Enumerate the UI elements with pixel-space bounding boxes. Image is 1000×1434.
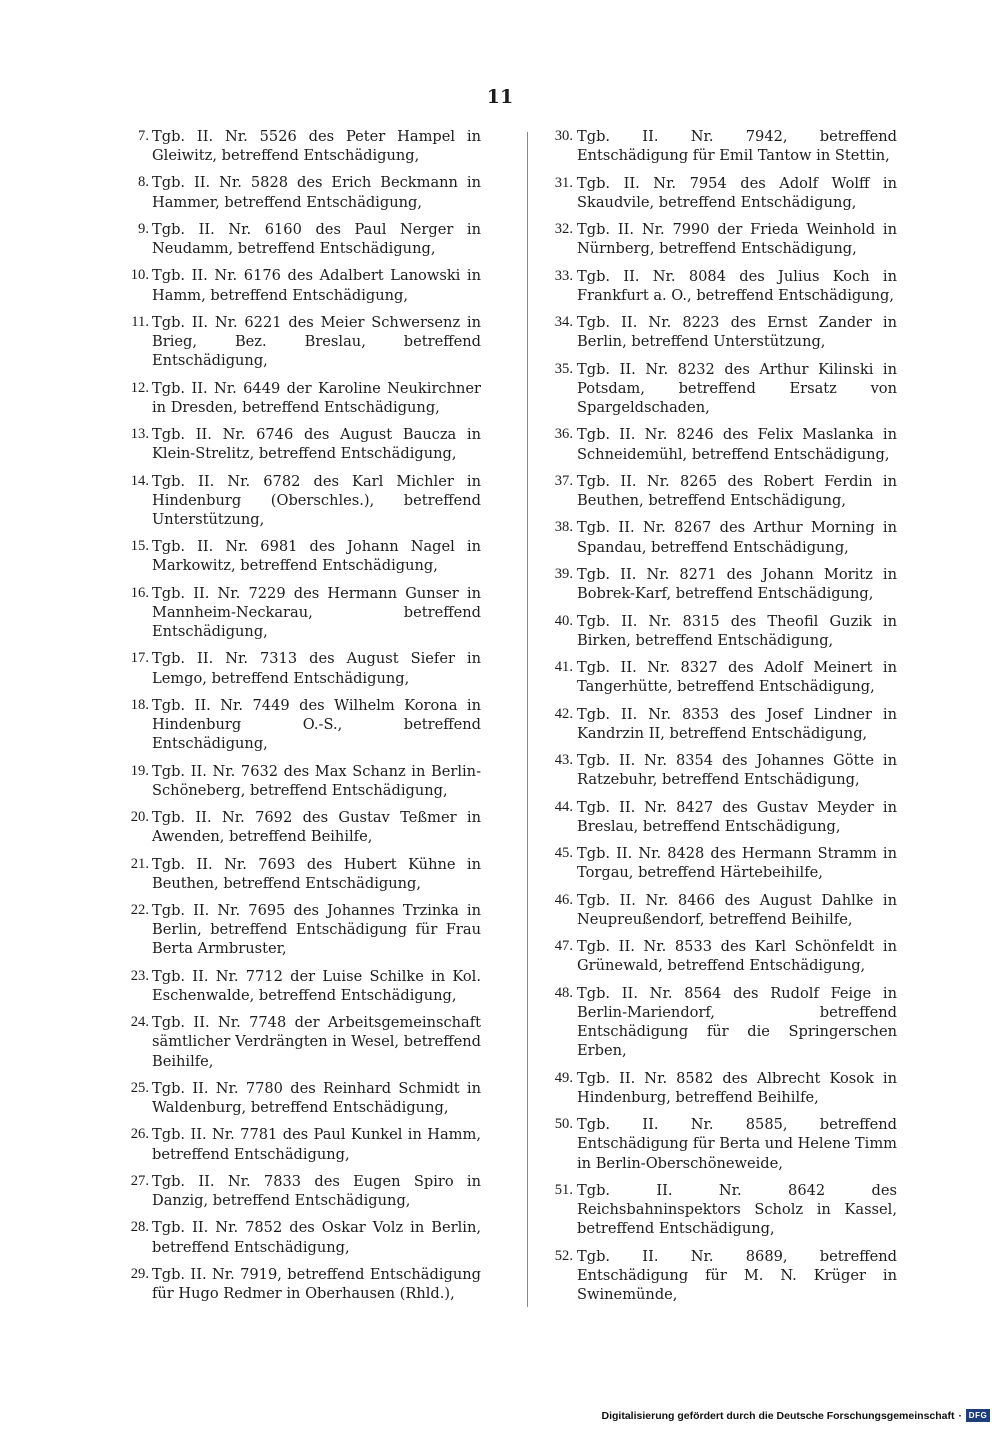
entry-number: 21. [130, 855, 149, 872]
entry-text: Tgb. II. Nr. 7229 des Hermann Gunser in Mannheim-Neckarau, betreffend Entschädigung, [152, 584, 481, 641]
entry-number: 38. [554, 519, 573, 536]
entry-text: Tgb. II. Nr. 8223 des Ernst Zander in Berlin, betreffend Unterstützung, [577, 314, 897, 351]
right-column [545, 127, 897, 1304]
entry-number: 25. [130, 1079, 149, 1096]
entry-text: Tgb. II. Nr. 8585, betreffend Entschädigung für Berta und Helene Timm in Berlin-Oberschöneweide, [577, 1116, 897, 1172]
entry-number: 20. [130, 809, 149, 826]
list-item [95, 379, 481, 417]
entry-text: Tgb. II. Nr. 7942, betreffend Entschädigung für Emil Tantow in Stettin, [577, 128, 897, 165]
entry-number: 18. [130, 696, 149, 713]
entry-number: 30. [554, 128, 573, 144]
entry-number: 39. [554, 565, 573, 582]
entry-text: Tgb. II. Nr. 7748 der Arbeitsgemeinschaft sämtlicher Verdrängten in Wesel, betreffend Beihilfe, [152, 1014, 481, 1070]
list-item [545, 612, 897, 650]
entry-text: Tgb. II. Nr. 8084 des Julius Koch in Frankfurt a. O., betreffend Entschädigung, [577, 267, 897, 304]
entry-number: 47. [554, 938, 573, 955]
entry-text: Tgb. II. Nr. 8271 des Johann Moritz in Bobrek-Karf, betreffend Entschädigung, [577, 565, 897, 603]
entry-text: Tgb. II. Nr. 6981 des Johann Nagel in Markowitz, betreffend Entschädigung, [152, 538, 481, 575]
list-item [95, 1125, 481, 1163]
entry-text: Tgb. II. Nr. 7692 des Gustav Teßmer in Awenden, betreffend Beihilfe, [152, 809, 481, 846]
list-item [95, 537, 481, 575]
list-item [545, 1069, 897, 1107]
entry-text: Tgb. II. Nr. 8689, betreffend Entschädigung für M. N. Krüger in Swinemünde, [577, 1247, 897, 1304]
entry-number: 33. [554, 267, 573, 284]
list-item [95, 1218, 481, 1256]
entry-text: Tgb. II. Nr. 6746 des August Baucza in Klein-Strelitz, betreffend Entschädigung, [152, 426, 481, 463]
entry-text: Tgb. II. Nr. 7781 des Paul Kunkel in Hamm, betreffend Entschädigung, [152, 1126, 481, 1163]
list-item [95, 808, 481, 846]
entry-text: Tgb. II. Nr. 6449 der Karoline Neukirchner in Dresden, betreffend Entschädigung, [152, 379, 481, 416]
entry-number: 37. [554, 472, 573, 489]
entry-number: 22. [130, 902, 149, 919]
entry-text: Tgb. II. Nr. 7780 des Reinhard Schmidt in Waldenburg, betreffend Entschädigung, [152, 1079, 481, 1117]
entry-text: Tgb. II. Nr. 7990 der Frieda Weinhold in Nürnberg, betreffend Entschädigung, [577, 221, 897, 258]
entry-text: Tgb. II. Nr. 8353 des Josef Lindner in Kandrzin II, betreffend Entschädigung, [577, 705, 897, 742]
entry-number: 11. [131, 313, 149, 330]
entry-number: 19. [130, 762, 149, 779]
entry-number: 10. [130, 267, 149, 284]
entry-text: Tgb. II. Nr. 8265 des Robert Ferdin in Beuthen, betreffend Entschädigung, [577, 472, 897, 510]
list-item [545, 937, 897, 975]
page-number: 11 [486, 86, 514, 108]
list-item [95, 266, 481, 304]
entry-text: Tgb. II. Nr. 8427 des Gustav Meyder in Breslau, betreffend Entschädigung, [577, 798, 897, 835]
list-item [545, 984, 897, 1061]
entry-text: Tgb. II. Nr. 8267 des Arthur Morning in Spandau, betreffend Entschädigung, [577, 519, 897, 556]
entry-text: Tgb. II. Nr. 8642 des Reichsbahninspektors Scholz in Kassel, betreffend Entschädigung, [577, 1181, 897, 1238]
dfg-logo-icon: DFG [966, 1409, 990, 1422]
list-item [95, 313, 481, 371]
entry-number: 29. [130, 1265, 149, 1282]
list-item [545, 174, 897, 212]
entry-text: Tgb. II. Nr. 8533 des Karl Schönfeldt in Grünewald, betreffend Entschädigung, [577, 938, 897, 975]
list-item [95, 127, 481, 165]
list-item [545, 705, 897, 743]
left-column [95, 127, 481, 1303]
list-item [545, 751, 897, 789]
entry-number: 42. [554, 705, 573, 722]
entry-text: Tgb. II. Nr. 8327 des Adolf Meinert in Tangerhütte, betreffend Entschädigung, [577, 659, 897, 696]
entry-text: Tgb. II. Nr. 6221 des Meier Schwersenz in Brieg, Bez. Breslau, betreffend Entschädigung, [152, 313, 481, 370]
column-divider [527, 132, 528, 1307]
list-item [545, 425, 897, 463]
list-item [95, 220, 481, 258]
footer-credit: Digitalisierung gefördert durch die Deutsche Forschungsgemeinschaft [601, 1409, 955, 1422]
entry-number: 35. [554, 360, 573, 377]
list-item [95, 173, 481, 211]
list-item [545, 1181, 897, 1239]
list-item [95, 649, 481, 687]
entry-number: 8. [138, 174, 149, 191]
entry-number: 28. [130, 1219, 149, 1236]
entry-number: 34. [554, 314, 573, 331]
entry-number: 44. [554, 798, 573, 815]
list-item [95, 1265, 481, 1303]
list-item [545, 313, 897, 351]
entry-number: 36. [554, 426, 573, 443]
entry-number: 49. [554, 1069, 573, 1086]
entry-text: Tgb. II. Nr. 8354 des Johannes Götte in Ratzebuhr, betreffend Entschädigung, [577, 752, 897, 789]
entry-text: Tgb. II. Nr. 7919, betreffend Entschädigung für Hugo Redmer in Oberhausen (Rhld.), [152, 1265, 481, 1303]
entry-text: Tgb. II. Nr. 5526 des Peter Hampel in Gleiwitz, betreffend Entschädigung, [152, 128, 481, 165]
entry-number: 17. [130, 650, 149, 667]
list-item [95, 472, 481, 530]
list-item [545, 127, 897, 165]
list-item [545, 891, 897, 929]
list-item [95, 762, 481, 800]
list-item [95, 1079, 481, 1117]
entry-number: 12. [130, 379, 149, 396]
list-item [95, 1172, 481, 1210]
entry-text: Tgb. II. Nr. 6176 des Adalbert Lanowski in Hamm, betreffend Entschädigung, [152, 267, 481, 304]
list-item [545, 267, 897, 305]
entry-number: 15. [130, 538, 149, 555]
list-item [545, 1247, 897, 1305]
entry-text: Tgb. II. Nr. 6160 des Paul Nerger in Neudamm, betreffend Entschädigung, [152, 220, 481, 258]
list-item [95, 855, 481, 893]
list-item [545, 565, 897, 603]
entry-number: 52. [554, 1247, 573, 1264]
list-item [95, 1013, 481, 1071]
list-item [95, 584, 481, 642]
entry-number: 27. [130, 1172, 149, 1189]
entry-number: 14. [130, 472, 149, 489]
entry-text: Tgb. II. Nr. 8428 des Hermann Stramm in Torgau, betreffend Härtebeihilfe, [577, 845, 897, 882]
entry-number: 13. [130, 426, 149, 443]
entry-text: Tgb. II. Nr. 7695 des Johannes Trzinka in Berlin, betreffend Entschädigung für Frau Berta Armbruster, [152, 902, 481, 958]
list-item [545, 472, 897, 510]
entry-text: Tgb. II. Nr. 7693 des Hubert Kühne in Beuthen, betreffend Entschädigung, [152, 855, 481, 892]
list-item [545, 518, 897, 556]
entry-number: 23. [130, 967, 149, 984]
entry-number: 45. [554, 845, 573, 862]
entry-text: Tgb. II. Nr. 8246 des Felix Maslanka in Schneidemühl, betreffend Entschädigung, [577, 426, 897, 463]
entry-number: 50. [554, 1116, 573, 1133]
list-item [545, 220, 897, 258]
entry-text: Tgb. II. Nr. 8582 des Albrecht Kosok in Hindenburg, betreffend Beihilfe, [577, 1069, 897, 1106]
entry-text: Tgb. II. Nr. 8232 des Arthur Kilinski in Potsdam, betreffend Ersatz von Spargeldschaden, [577, 360, 897, 417]
entry-text: Tgb. II. Nr. 7954 des Adolf Wolff in Skaudvile, betreffend Entschädigung, [577, 174, 897, 211]
entry-text: Tgb. II. Nr. 7449 des Wilhelm Korona in Hindenburg O.-S., betreffend Entschädigung, [152, 696, 481, 753]
entry-text: Tgb. II. Nr. 7632 des Max Schanz in Berlin-Schöneberg, betreffend Entschädigung, [152, 762, 481, 799]
entry-number: 46. [554, 891, 573, 908]
entry-text: Tgb. II. Nr. 8564 des Rudolf Feige in Berlin-Mariendorf, betreffend Entschädigung für die Springerschen Erben, [577, 984, 897, 1060]
entry-number: 32. [554, 221, 573, 238]
list-item [545, 798, 897, 836]
entry-number: 24. [130, 1014, 149, 1031]
list-item [95, 901, 481, 959]
entry-text: Tgb. II. Nr. 7852 des Oskar Volz in Berlin, betreffend Entschädigung, [152, 1219, 481, 1256]
entry-text: Tgb. II. Nr. 6782 des Karl Michler in Hindenburg (Oberschles.), betreffend Unterstützung, [152, 472, 481, 528]
list-item [95, 696, 481, 754]
entry-text: Tgb. II. Nr. 7313 des August Siefer in Lemgo, betreffend Entschädigung, [152, 650, 481, 687]
list-item [95, 425, 481, 463]
entry-number: 9. [138, 220, 149, 237]
entry-number: 51. [554, 1181, 573, 1198]
entry-text: Tgb. II. Nr. 8466 des August Dahlke in Neupreußendorf, betreffend Beihilfe, [577, 891, 897, 928]
entry-text: Tgb. II. Nr. 8315 des Theofil Guzik in Birken, betreffend Entschädigung, [577, 612, 897, 649]
entry-number: 41. [554, 659, 573, 676]
footer: Digitalisierung gefördert durch die Deutsche Forschungsgemeinschaft · DFG [602, 1409, 990, 1422]
entry-number: 26. [130, 1126, 149, 1143]
list-item [545, 360, 897, 418]
entry-number: 16. [130, 584, 149, 601]
entry-number: 48. [554, 984, 573, 1001]
entry-text: Tgb. II. Nr. 7712 der Luise Schilke in Kol. Eschenwalde, betreffend Entschädigung, [152, 967, 481, 1004]
entry-text: Tgb. II. Nr. 7833 des Eugen Spiro in Danzig, betreffend Entschädigung, [152, 1172, 481, 1210]
entry-number: 40. [554, 612, 573, 629]
entry-number: 7. [138, 128, 149, 144]
entry-number: 31. [554, 174, 573, 191]
list-item [95, 967, 481, 1005]
entry-text: Tgb. II. Nr. 5828 des Erich Beckmann in Hammer, betreffend Entschädigung, [152, 174, 481, 211]
list-item [545, 1115, 897, 1173]
entry-number: 43. [554, 752, 573, 769]
list-item [545, 844, 897, 882]
list-item [545, 658, 897, 696]
